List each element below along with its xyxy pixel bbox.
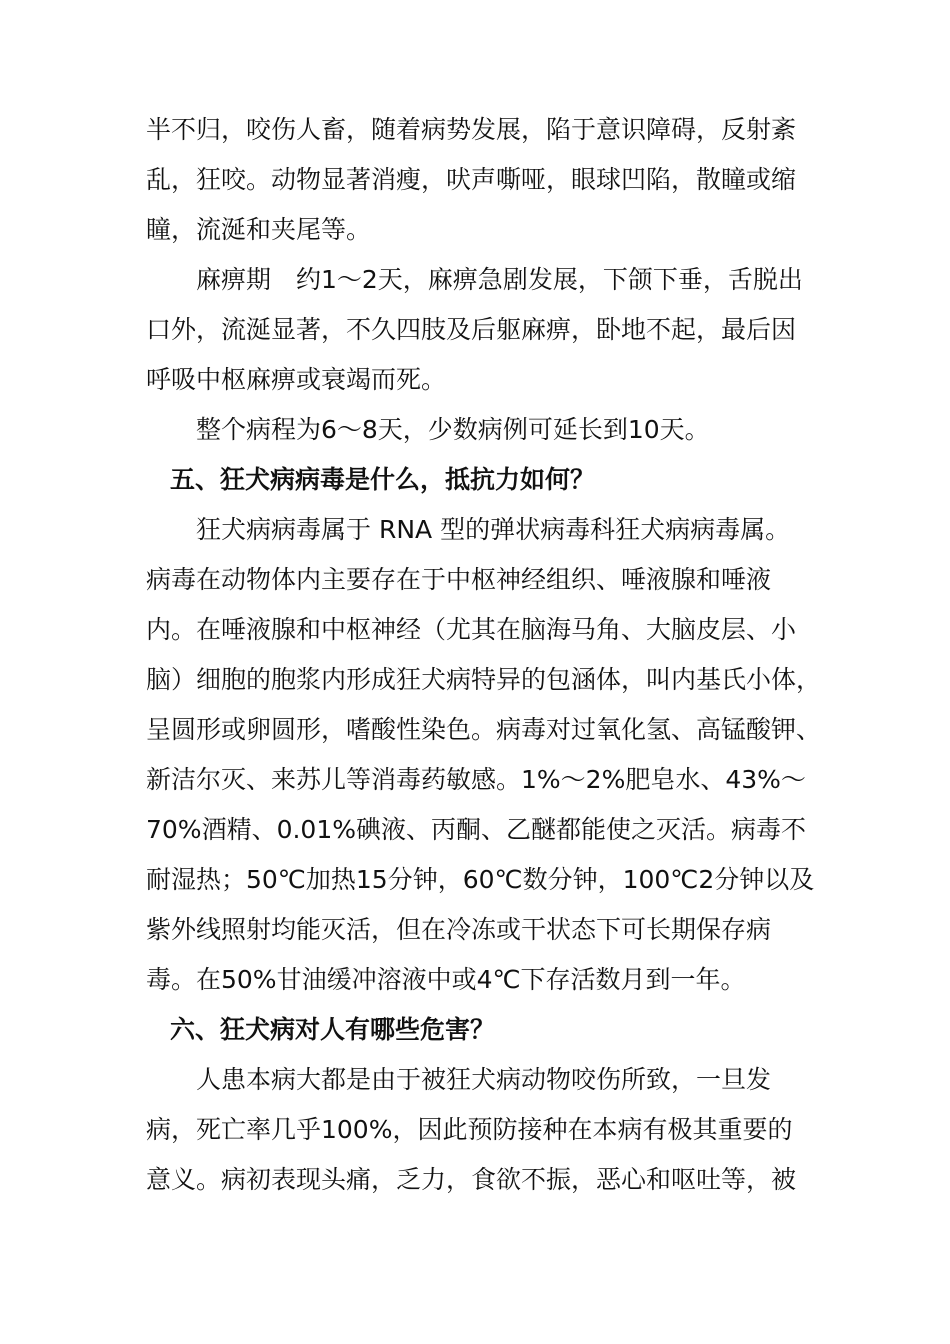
text-line: 口外，流涎显著，不久四肢及后躯麻痹，卧地不起，最后因	[146, 315, 797, 344]
text-line: 麻痹期 约1～2天，麻痹急剧发展，下颌下垂，舌脱出	[196, 265, 803, 294]
text-line: 病，死亡率几乎100%，因此预防接种在本病有极其重要的	[146, 1115, 793, 1144]
text-line: 呈圆形或卵圆形，嗜酸性染色。病毒对过氧化氢、高锰酸钾、	[146, 715, 822, 744]
text-line: 毒。在50%甘油缓冲溶液中或4℃下存活数月到一年。	[146, 965, 746, 994]
text-line: 70%酒精、0.01%碘液、丙酮、乙醚都能使之灭活。病毒不	[146, 815, 806, 844]
text-line: 耐湿热；50℃加热15分钟，60℃数分钟，100℃2分钟以及	[146, 865, 815, 894]
text-line: 瞳，流涎和夹尾等。	[146, 215, 372, 244]
text-line: 新洁尔灭、来苏儿等消毒药敏感。1%～2%肥皂水、43%～	[146, 765, 806, 794]
text-line: 呼吸中枢麻痹或衰竭而死。	[146, 365, 447, 394]
text-line: 紫外线照射均能灭活，但在冷冻或干状态下可长期保存病	[146, 915, 772, 944]
text-line: 人患本病大都是由于被狂犬病动物咬伤所致，一旦发	[196, 1065, 772, 1094]
section-heading: 六、狂犬病对人有哪些危害？	[170, 1015, 496, 1044]
text-line: 半不归，咬伤人畜，随着病势发展，陷于意识障碍，反射紊	[146, 115, 797, 144]
text-line: 内。在唾液腺和中枢神经（尤其在脑海马角、大脑皮层、小	[146, 615, 797, 644]
text-line: 乱，狂咬。动物显著消瘦，吠声嘶哑，眼球凹陷，散瞳或缩	[146, 165, 797, 194]
text-line: 病毒在动物体内主要存在于中枢神经组织、唾液腺和唾液	[146, 565, 772, 594]
text-line: 狂犬病病毒属于 RNA 型的弹状病毒科狂犬病病毒属。	[196, 515, 791, 544]
text-line: 意义。病初表现头痛，乏力，食欲不振，恶心和呕吐等，被	[146, 1165, 797, 1194]
section-heading: 五、狂犬病病毒是什么，抵抗力如何？	[170, 465, 596, 494]
text-line: 整个病程为6～8天，少数病例可延长到10天。	[196, 415, 710, 444]
text-line: 脑）细胞的胞浆内形成狂犬病特异的包涵体，叫内基氏小体，	[146, 665, 822, 694]
